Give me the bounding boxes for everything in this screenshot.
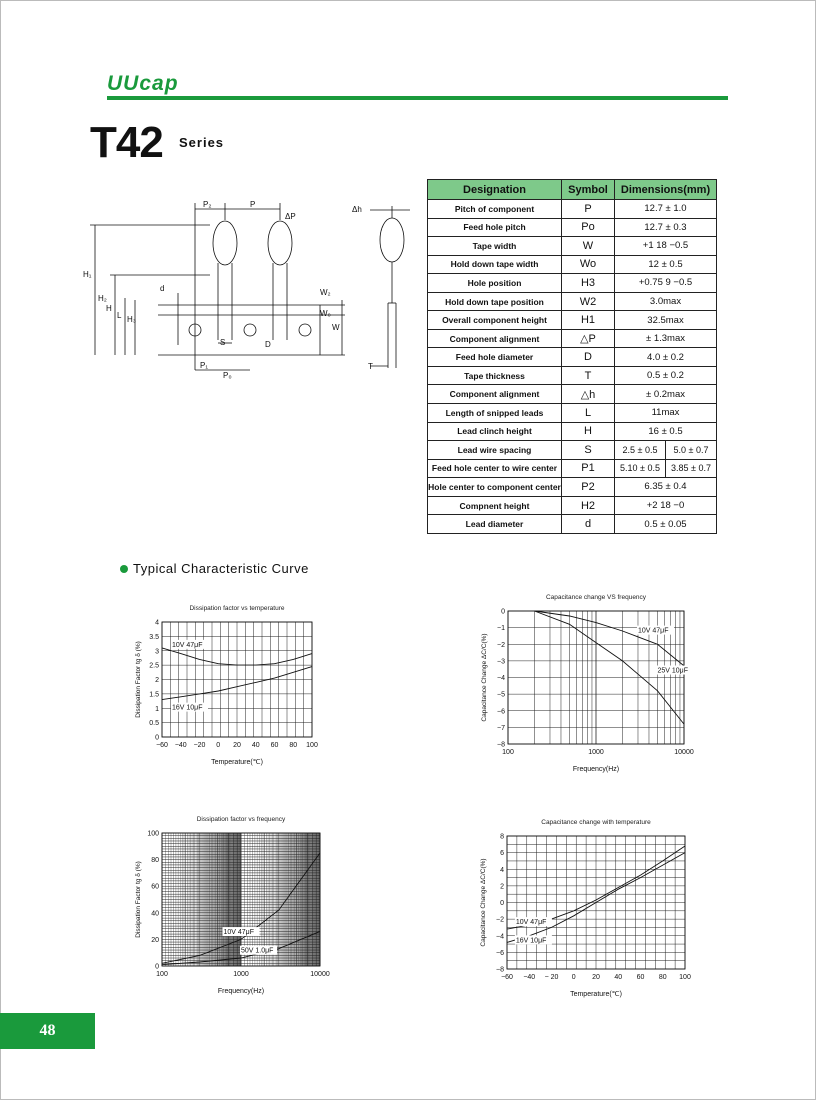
y-tick-label: 8 [500,833,504,841]
table-row [428,292,717,311]
label-p0: P₀ [223,371,232,380]
designation-cell: Lead clinch height [428,422,562,441]
label-h: H [106,304,112,313]
y-tick-label: 3 [155,648,159,656]
series-label: 10V 47μF [172,641,203,649]
x-axis-label: Temperature(℃) [570,991,622,998]
chart-title: Dissipation factor vs frequency [196,816,286,823]
x-axis-label: Frequency(Hz) [572,766,620,773]
dimension-cell-a: 5.10 ± 0.5 [615,459,666,478]
label-delta-h: Δh [352,205,362,214]
chart-df-vs-frequency [130,816,345,1001]
table-row [428,255,717,274]
x-axis-label: Temperature(℃) [211,759,263,766]
dimension-cell: 4.0 ± 0.2 [615,348,717,367]
symbol-cell: W2 [562,292,615,311]
series-label: 50V 1.0μF [241,947,274,955]
designation-cell: Hole position [428,274,562,293]
y-tick-label: 40 [151,910,159,918]
x-tick-label: 100 [156,971,168,978]
symbol-cell: Wo [562,255,615,274]
y-tick-label: −6 [497,708,505,716]
symbol-cell: D [562,348,615,367]
table-row [428,311,717,330]
symbol-cell: △P [562,329,615,348]
label-w2: W₂ [320,288,331,297]
chart-title: Capacitance change VS frequency [545,594,647,601]
dimension-cell: 12.7 ± 0.3 [615,218,717,237]
table-row [428,366,717,385]
table-row [428,422,717,441]
x-tick-label: 60 [636,974,645,981]
label-h3: H₃ [127,315,137,324]
designation-cell: Length of snipped leads [428,404,562,423]
y-tick-label: 0 [155,963,159,971]
y-tick-label: −1 [497,625,505,633]
chart-title: Dissipation factor vs temperature [189,605,285,612]
y-tick-label: 60 [151,883,159,891]
section-title: Typical Characteristic Curve [133,561,309,576]
y-tick-label: −5 [497,691,505,699]
dimension-cell: +1 18 −0.5 [615,237,717,256]
designation-cell: Compnent height [428,496,562,515]
series-label: 16V 10μF [515,937,547,945]
label-d: d [160,284,165,293]
y-tick-label: 100 [147,830,159,838]
designation-cell: Feed hole center to wire center [428,459,562,478]
header-symbol: Symbol [562,180,615,200]
table-row [428,496,717,515]
chart-cap-vs-frequency [480,588,700,778]
table-row [428,237,717,256]
table-row [428,218,717,237]
designation-cell: Hold down tape position [428,292,562,311]
y-tick-label: −4 [497,675,505,682]
symbol-cell: H3 [562,274,615,293]
table-row [428,441,717,460]
spec-table [427,179,717,534]
x-tick-label: 1000 [588,749,604,756]
series-label: 10V 47μF [637,627,669,635]
series-label: 10V 47μF [515,919,547,927]
page-number: 48 [39,1022,56,1039]
dimension-cell: 0.5 ± 0.2 [615,366,717,385]
label-w0: W₀ [320,309,331,318]
dimension-cell: ± 1.3max [615,329,717,348]
y-tick-label: −7 [497,724,505,732]
x-tick-label: 0 [216,742,221,749]
table-row [428,274,717,293]
x-tick-label: −40 [174,742,187,749]
dimension-cell: 12.7 ± 1.0 [615,200,717,219]
y-tick-label: 0 [155,734,159,742]
header-rule [107,96,728,100]
x-tick-label: 20 [592,974,600,981]
x-tick-label: −40 [523,974,536,981]
x-tick-label: 40 [251,742,260,749]
series-code: T42 [90,118,163,167]
symbol-cell: △h [562,385,615,404]
designation-cell: Overall component height [428,311,562,330]
y-axis-label: Capacitance Change ΔC/C(%) [480,858,487,947]
designation-cell: Component alignment [428,385,562,404]
designation-cell: Hold down tape width [428,255,562,274]
table-row [428,385,717,404]
y-axis-label: Dissipation Factor tg δ (%) [135,641,142,718]
y-tick-label: −4 [496,933,504,941]
designation-cell: Feed hole diameter [428,348,562,367]
designation-cell: Tape width [428,237,562,256]
header-dimensions: Dimensions(mm) [615,180,717,200]
x-tick-label: 100 [306,742,318,749]
label-p: P [250,200,256,209]
chart-df-vs-temperature [130,600,330,775]
symbol-cell: P1 [562,459,615,478]
y-tick-label: 3.5 [149,633,159,641]
symbol-cell: T [562,366,615,385]
label-h1: H₁ [83,270,92,279]
symbol-cell: W [562,237,615,256]
y-tick-label: 2 [155,677,159,684]
y-tick-label: −6 [496,949,504,957]
x-tick-label: 0 [571,974,576,981]
symbol-cell: S [562,441,615,460]
label-h2: H₂ [98,294,107,303]
x-tick-label: 20 [233,742,241,749]
label-p2: P₂ [203,200,212,209]
dimension-cell: +2 18 −0 [615,496,717,515]
y-axis-label: Capacitance Change ΔC/C(%) [481,633,488,722]
label-s: S [220,338,226,347]
x-tick-label: −60 [501,974,513,981]
series-label: 16V 10μF [172,704,203,712]
symbol-cell: L [562,404,615,423]
x-tick-label: 80 [289,742,298,749]
symbol-cell: H1 [562,311,615,330]
dimension-cell: 3.0max [615,292,717,311]
y-tick-label: 0.5 [149,720,159,728]
x-axis-label: Frequency(Hz) [217,988,265,995]
x-tick-label: 60 [270,742,279,749]
x-tick-label: 1000 [233,971,249,978]
y-tick-label: 0 [501,608,505,616]
dimension-cell: 11max [615,404,717,423]
y-tick-label: 4 [155,619,159,627]
table-row [428,459,717,478]
y-tick-label: 80 [151,857,159,865]
label-hole-d: D [265,340,271,349]
dimension-cell-b: 5.0 ± 0.7 [666,441,717,460]
series-label: 10V 47μF [223,929,254,937]
symbol-cell: H [562,422,615,441]
table-row [428,200,717,219]
table-row [428,348,717,367]
dimension-cell: 6.35 ± 0.4 [615,478,717,497]
x-tick-label: 40 [614,974,623,981]
designation-cell: Hole center to component center [428,478,562,497]
y-tick-label: 1.5 [149,691,159,699]
y-tick-label: −8 [496,966,504,974]
chart-cap-vs-temperature [480,813,695,1003]
x-tick-label: 80 [658,974,667,981]
x-tick-label: 10000 [310,971,330,978]
symbol-cell: P2 [562,478,615,497]
label-l: L [117,311,122,320]
y-tick-label: 6 [500,850,504,858]
x-tick-label: 100 [679,974,691,981]
symbol-cell: P [562,200,615,219]
designation-cell: Tape thickness [428,366,562,385]
table-header-row [428,180,717,200]
side-view-drawing [350,198,420,378]
y-tick-label: 2 [500,883,504,891]
y-axis-label: Dissipation Factor tg δ (%) [135,861,142,938]
y-tick-label: −3 [497,658,505,666]
y-tick-label: −8 [497,741,505,749]
series-label: 25V 10μF [657,667,689,675]
x-tick-label: −60 [156,742,168,749]
x-tick-label: 100 [502,749,514,756]
x-tick-label: −20 [193,742,206,749]
taping-drawing [80,195,345,380]
symbol-cell: d [562,515,615,534]
dimension-cell: 16 ± 0.5 [615,422,717,441]
series-label: Series [179,135,225,150]
table-row [428,515,717,534]
x-tick-label: − 20 [544,974,559,981]
dimension-cell-a: 2.5 ± 0.5 [615,441,666,460]
dimension-cell: 12 ± 0.5 [615,255,717,274]
label-delta-p: ΔP [285,212,296,221]
label-t: T [368,362,373,371]
bullet-icon [120,565,128,573]
table-row [428,404,717,423]
y-tick-label: 1 [155,705,159,713]
table-row [428,329,717,348]
chart-title: Capacitance change with temperature [541,819,651,826]
label-w: W [332,323,340,332]
y-tick-label: 4 [500,866,504,874]
symbol-cell: Po [562,218,615,237]
designation-cell: Component alignment [428,329,562,348]
symbol-cell: H2 [562,496,615,515]
y-tick-label: 0 [500,900,504,907]
dimension-cell-b: 3.85 ± 0.7 [666,459,717,478]
label-p1: P₁ [200,361,209,370]
brand-logo: UUcap [107,72,179,95]
dimension-cell: +0.75 9 −0.5 [615,274,717,293]
dimension-cell: ± 0.2max [615,385,717,404]
table-row [428,478,717,497]
x-tick-label: 10000 [674,749,694,756]
y-tick-label: −2 [497,641,505,649]
y-tick-label: 20 [151,936,159,944]
designation-cell: Pitch of component [428,200,562,219]
y-tick-label: 2.5 [149,662,159,670]
designation-cell: Feed hole pitch [428,218,562,237]
dimension-cell: 0.5 ± 0.05 [615,515,717,534]
designation-cell: Lead diameter [428,515,562,534]
y-tick-label: −2 [496,916,504,924]
dimension-cell: 32.5max [615,311,717,330]
designation-cell: Lead wire spacing [428,441,562,460]
header-designation: Designation [428,180,562,200]
